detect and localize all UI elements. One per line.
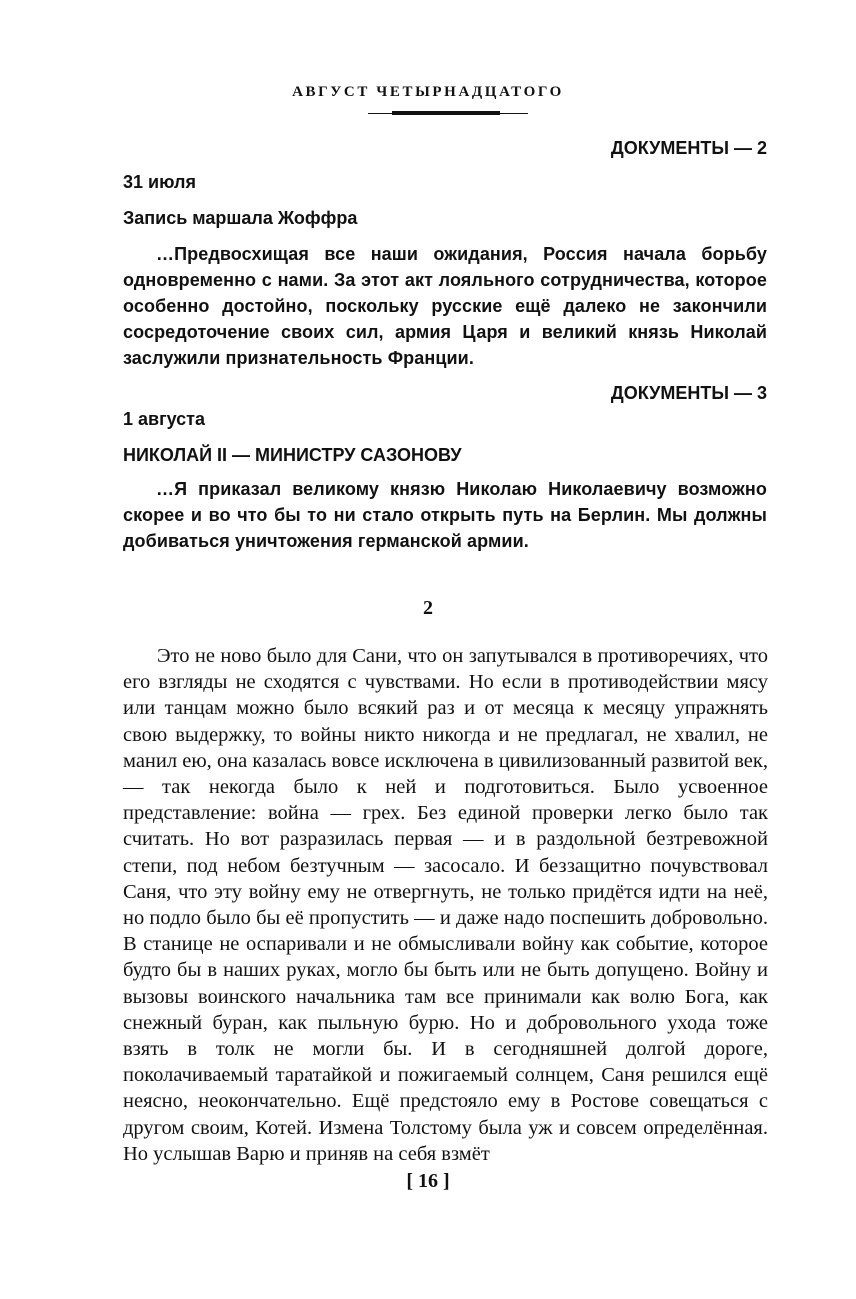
page-number: [ 16 ]: [406, 1170, 450, 1192]
document-block: [123, 380, 767, 554]
document-title: ДОКУМЕНТЫ — 3: [610, 383, 767, 403]
body-paragraph: Это не ново было для Сани, что он запутывался в противоречиях, что его взгляды не сходятся с чувствами. Но если в противодействии мясу или танцам можно было всякий раз и от месяца к месяцу упражнять свою выдержку, то войны никто никогда и не предлагал, не хвалил, не манил ею, она казалась вовсе исключена в цивилизованный развитой век, — так некогда было к ней и подготовиться. Было усвоенное представление: война — грех. Без единой проверки легко было так считать. Но вот разразилась первая — и в раздольной безтревожной степи, под небом безтучным — засосало. И беззащитно почувствовал Саня, что эту войну ему не отвергнуть, не только придётся идти на неё, но подло было бы её пропустить — и даже надо поспешить добровольно. В станице не оспаривали и не обмысливали войну как событие, которое будто бы в наших руках, могло бы быть или не быть допущено. Войну и вызовы воинского начальника там все принимали как волю Бога, как снежный буран, как пыльную бурю. Но и добровольного ухода тоже взять в толк не могли бы. И в сегодняшней долгой дороге, поколачиваемый таратайкой и пожигаемый солнцем, Саня решился ещё неясно, неокончательно. Ещё предстояло ему в Ростове совещаться с другом своим, Котей. Измена Толстому была уж и совсем определённая. Но услышав Варю и приняв на себя взмёт: [123, 645, 768, 1165]
chapter-number: 2: [423, 597, 433, 619]
document-text: …Предвосхищая все наши ожидания, Россия начала борьбу одновременно с нами. За этот акт лояльного сотрудничества, которое особенно достойно, поскольку русские ещё далеко не закончили сосредоточение своих сил, армия Царя и великий князь Николай заслужили признательность Франции.: [123, 244, 767, 368]
running-head: АВГУСТ ЧЕТЫРНАДЦАТОГО: [292, 84, 564, 100]
document-text: …Я приказал великому князю Николаю Николаевичу возможно скорее и во что бы то ни стало открыть путь на Берлин. Мы должны добиваться уничтожения германской армии.: [123, 479, 767, 551]
document-title: ДОКУМЕНТЫ — 2: [610, 138, 767, 158]
document-subject: Запись маршала Жоффра: [123, 208, 358, 228]
document-block: [123, 135, 767, 371]
head-rule-accent: [392, 111, 500, 115]
document-date: 31 июля: [123, 172, 196, 192]
document-date: 1 августа: [123, 409, 205, 429]
document-subject: НИКОЛАЙ II — МИНИСТРУ САЗОНОВУ: [123, 445, 462, 465]
